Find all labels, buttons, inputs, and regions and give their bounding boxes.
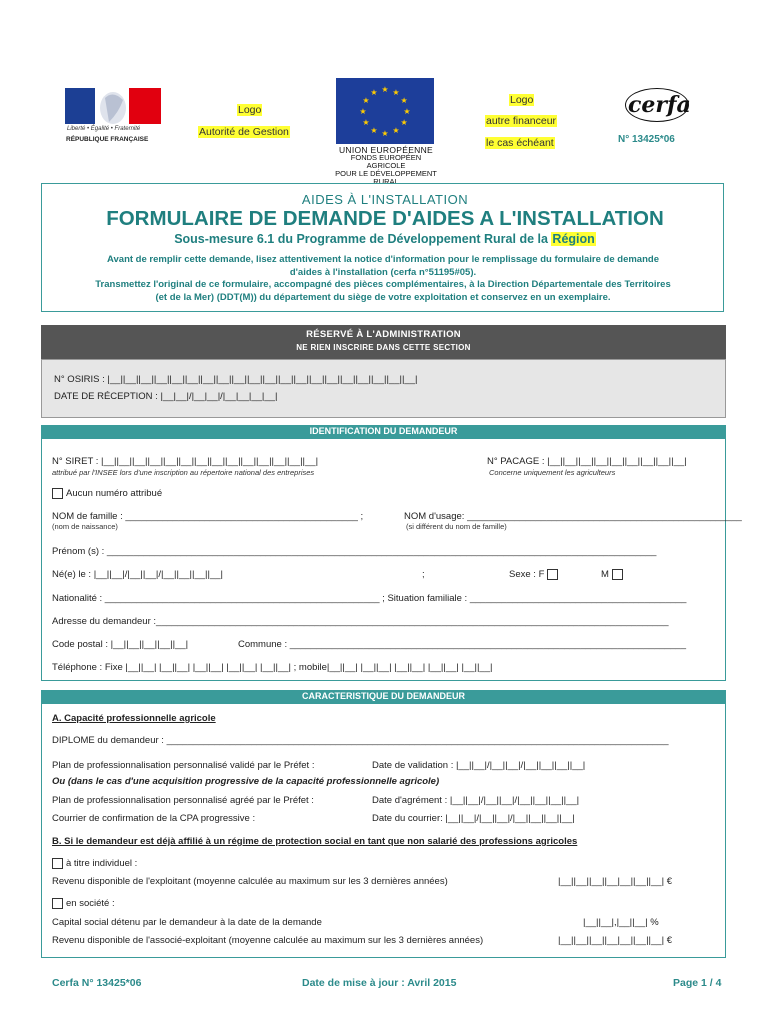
operator-income-label: Revenu disponible de l'exploitant (moyenne calculée au maximum sur les 3 dernières années) — [52, 876, 448, 887]
associate-income-label: Revenu disponible de l'associé-exploitant (moyenne calculée au maximum sur les 3 dernières années) — [52, 935, 484, 946]
postal-code-field[interactable]: Code postal : |__||__||__||__||__| — [52, 639, 189, 650]
eu-star-icon: ★ — [381, 85, 389, 94]
approval-date-field[interactable]: Date d'agrément : |__||__|/|__||__|/|__||__||__||__| — [372, 795, 580, 806]
sex-female-option[interactable]: Sexe : F — [509, 569, 561, 580]
ppp-validated-label: Plan de professionnalisation personnalisé validé par le Préfet : — [52, 760, 315, 771]
identification-header: IDENTIFICATION DU DEMANDEUR — [41, 425, 726, 438]
eu-star-icon: ★ — [400, 96, 408, 105]
region-highlight: Région — [552, 232, 595, 246]
eu-star-icon: ★ — [392, 87, 400, 97]
operator-income-field[interactable]: |__||__||__||__|__||__||__| € — [558, 876, 672, 887]
eu-star-icon: ★ — [392, 126, 400, 136]
logo-right-placeholder: Logo — [510, 94, 534, 106]
intro-text: Avant de remplir cette demande, lisez attentivement la notice d'information pour le remplissage du formulaire de demande d'aides à l'installation (cerfa n°51195#05). Transmettez l'original de ce formulaire, accompagné des pièces complémentaires, à la Direction Départementale des Territoires (et de la Mer) (DDT(M)) du département du siège de votre exploitation et conservez en un exemplaire. — [95, 254, 671, 303]
eu-star-icon: ★ — [403, 107, 411, 116]
family-name-note: (nom de naissance) — [52, 522, 118, 531]
sex-male-checkbox[interactable] — [612, 569, 623, 580]
address-field[interactable]: Adresse du demandeur :_________________________________________________________________________________________________ — [52, 616, 669, 627]
eu-fund-line-1: FONDS EUROPÉEN AGRICOLE — [350, 153, 422, 170]
eu-star-icon: ★ — [381, 129, 389, 138]
diploma-field[interactable]: DIPLOME du demandeur : _______________________________________________________________________________________________ — [52, 735, 669, 746]
usage-name-field[interactable]: NOM d'usage: ____________________________________________________ — [404, 511, 742, 522]
letter-date-field[interactable]: Date du courrier: |__||__|/|__||__|/|__||__||__||__| — [372, 813, 575, 824]
cpa-letter-label: Courrier de confirmation de la CPA progressive : — [52, 813, 256, 824]
commune-field[interactable]: Commune : ___________________________________________________________________________ — [238, 639, 686, 650]
section-b-title: B. Si le demandeur est déjà affilié à un régime de protection social en tant que non salarié des professions agricoles — [52, 836, 578, 847]
telephone-field[interactable]: Téléphone : Fixe |__||__| |__||__| |__||__| |__||__| |__||__| ; mobile|__||__| |__||__| |__||__| |__||__| |__||__| — [52, 662, 493, 673]
progressive-note: Ou (dans le cas d'une acquisition progressive de la capacité professionnelle agricole) — [52, 776, 440, 787]
sex-male-option[interactable]: M — [601, 569, 626, 580]
individual-checkbox[interactable] — [52, 858, 63, 869]
eu-star-icon: ★ — [362, 96, 370, 105]
eu-caption — [334, 146, 438, 186]
eu-star-icon: ★ — [362, 118, 370, 127]
page-title: FORMULAIRE DE DEMANDE D'AIDES A L'INSTALLATION — [106, 207, 664, 230]
cerfa-logo: cerfa — [628, 92, 691, 118]
no-number-checkbox[interactable] — [52, 488, 63, 499]
ppp-approved-label: Plan de professionnalisation personnalisé agréé par le Préfet : — [52, 795, 314, 806]
admin-section-body — [41, 359, 726, 418]
company-option[interactable]: en société : — [52, 898, 115, 909]
sex-female-checkbox[interactable] — [547, 569, 558, 580]
pacage-note: Concerne uniquement les agriculteurs — [489, 468, 616, 477]
first-name-field[interactable]: Prénom (s) : ________________________________________________________________________________________________________ — [52, 546, 657, 557]
nationality-field[interactable]: Nationalité : ____________________________________________________ ; Situation familiale : _________________________________________ — [52, 593, 687, 604]
admin-section-header: RÉSERVÉ À L'ADMINISTRATION NE RIEN INSCRIRE DANS CETTE SECTION — [41, 325, 726, 359]
section-title: AIDES À L'INSTALLATION — [301, 192, 469, 207]
characteristics-header: CARACTERISTIQUE DU DEMANDEUR — [41, 690, 726, 703]
footer-update-date: Date de mise à jour : Avril 2015 — [302, 977, 457, 989]
birth-separator: ; — [422, 569, 425, 580]
section-a-title: A. Capacité professionnelle agricole — [52, 713, 216, 724]
eu-star-icon: ★ — [400, 118, 408, 127]
siret-note: attribué par l'INSEE lors d'une inscription au répertoire national des entreprises — [52, 468, 315, 477]
eu-name: UNION EUROPÉENNE — [338, 145, 434, 155]
other-funder-label-2: le cas échéant — [486, 137, 554, 149]
usage-name-note: (si différent du nom de famille) — [406, 522, 507, 531]
associate-income-field[interactable]: |__||__||__||__|__||__||__| € — [558, 935, 672, 946]
pacage-field[interactable]: N° PACAGE : |__||__||__||__||__||__||__||__||__| — [487, 456, 687, 467]
no-number-option[interactable]: Aucun numéro attribué — [52, 488, 162, 499]
eu-star-icon: ★ — [370, 126, 378, 136]
siret-field[interactable]: N° SIRET : |__||__||__||__||__||__||__||__||__||__||__||__||__||__| — [52, 456, 319, 467]
reception-date-field: DATE DE RÉCEPTION : |__|__|/|__|__|/|__|__|__|__| — [54, 391, 278, 402]
rf-name: RÉPUBLIQUE FRANÇAISE — [66, 136, 149, 143]
eu-star-icon: ★ — [370, 87, 378, 97]
page-subtitle: Sous-mesure 6.1 du Programme de Développement Rural de la Région — [174, 232, 595, 246]
footer-page-number: Page 1 / 4 — [673, 977, 722, 989]
eu-fund-line-2: POUR LE DÉVELOPPEMENT RURAL — [335, 169, 437, 186]
capital-share-label: Capital social détenu par le demandeur à la date de la demande — [52, 917, 322, 928]
authority-label: Autorité de Gestion — [199, 126, 289, 138]
family-name-field[interactable]: NOM de famille : ____________________________________________ ; — [52, 511, 364, 522]
eu-star-icon: ★ — [359, 107, 367, 116]
eu-flag — [336, 78, 434, 144]
osiris-number-field: N° OSIRIS : |__||__||__||__||__||__||__||__||__||__||__||__||__||__||__||__||__||__||__||__| — [54, 374, 418, 385]
company-checkbox[interactable] — [52, 898, 63, 909]
footer-cerfa-number: Cerfa N° 13425*06 — [52, 977, 142, 989]
other-funder-label-1: autre financeur — [486, 115, 557, 127]
logo-left-placeholder: Logo — [238, 104, 262, 116]
capital-share-field[interactable]: |__||__|,|__||__| % — [583, 917, 659, 928]
validation-date-field[interactable]: Date de validation : |__||__|/|__||__|/|__||__||__||__| — [372, 760, 586, 771]
individual-option[interactable]: à titre individuel : — [52, 858, 137, 869]
cerfa-number: N° 13425*06 — [618, 134, 675, 145]
birth-date-field[interactable]: Né(e) le : |__||__|/|__||__|/|__||__||__||__| — [52, 569, 224, 580]
rf-motto: Liberté • Égalité • Fraternité — [67, 126, 141, 132]
